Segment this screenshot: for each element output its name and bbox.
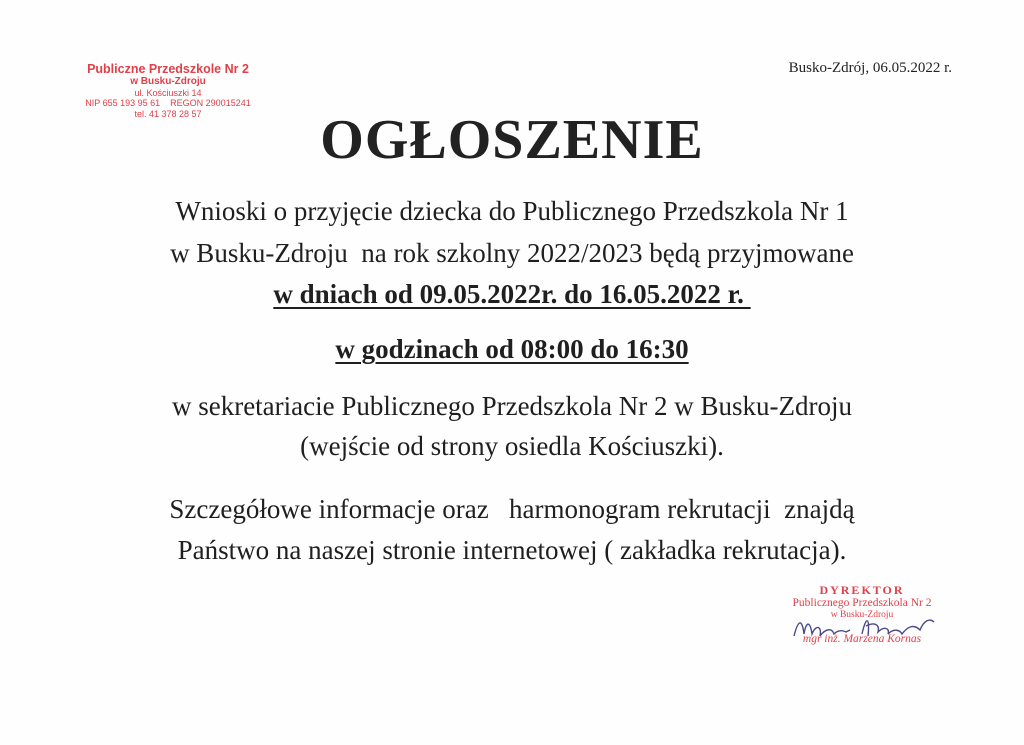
stamp-school-ids: NIP 655 193 95 61 REGON 290015241 bbox=[85, 98, 251, 109]
handwritten-signature bbox=[790, 610, 940, 646]
body-line-8: Państwo na naszej stronie internetowej ( zakładka rekrutacja). bbox=[177, 535, 847, 565]
document-title: OGŁOSZENIE bbox=[320, 109, 704, 171]
body-line-hours: w godzinach od 08:00 do 16:30 bbox=[335, 334, 689, 364]
body-line-2: w Busku-Zdroju na rok szkolny 2022/2023 będą przyjmowane bbox=[170, 238, 854, 268]
director-stamp-title: DYREKTOR bbox=[819, 583, 905, 597]
body-line-1: Wnioski o przyjęcie dziecka do Publicznego Przedszkola Nr 1 bbox=[175, 196, 849, 226]
stamp-school-name: Publiczne Przedszkole Nr 2 bbox=[87, 62, 249, 76]
body-line-dates: w dniach od 09.05.2022r. do 16.05.2022 r. bbox=[273, 279, 751, 309]
director-stamp-institution: Publicznego Przedszkola Nr 2 bbox=[792, 597, 932, 610]
body-line-5: w sekretariacie Publicznego Przedszkola Nr 2 w Busku-Zdroju bbox=[171, 391, 853, 421]
stamp-school-phone: tel. 41 378 28 57 bbox=[134, 108, 202, 119]
stamp-school-street: ul. Kościuszki 14 bbox=[134, 87, 202, 98]
director-stamp-name: mgr inż. Marzena Kornas bbox=[802, 632, 922, 645]
document-date: Busko-Zdrój, 06.05.2022 r. bbox=[788, 60, 952, 76]
stamp-school-city: w Busku-Zdroju bbox=[130, 76, 206, 88]
director-stamp-city: w Busku-Zdroju bbox=[830, 610, 894, 621]
body-line-6: (wejście od strony osiedla Kościuszki). bbox=[300, 431, 724, 461]
body-line-7: Szczegółowe informacje oraz harmonogram rekrutacji znajdą bbox=[169, 494, 855, 524]
